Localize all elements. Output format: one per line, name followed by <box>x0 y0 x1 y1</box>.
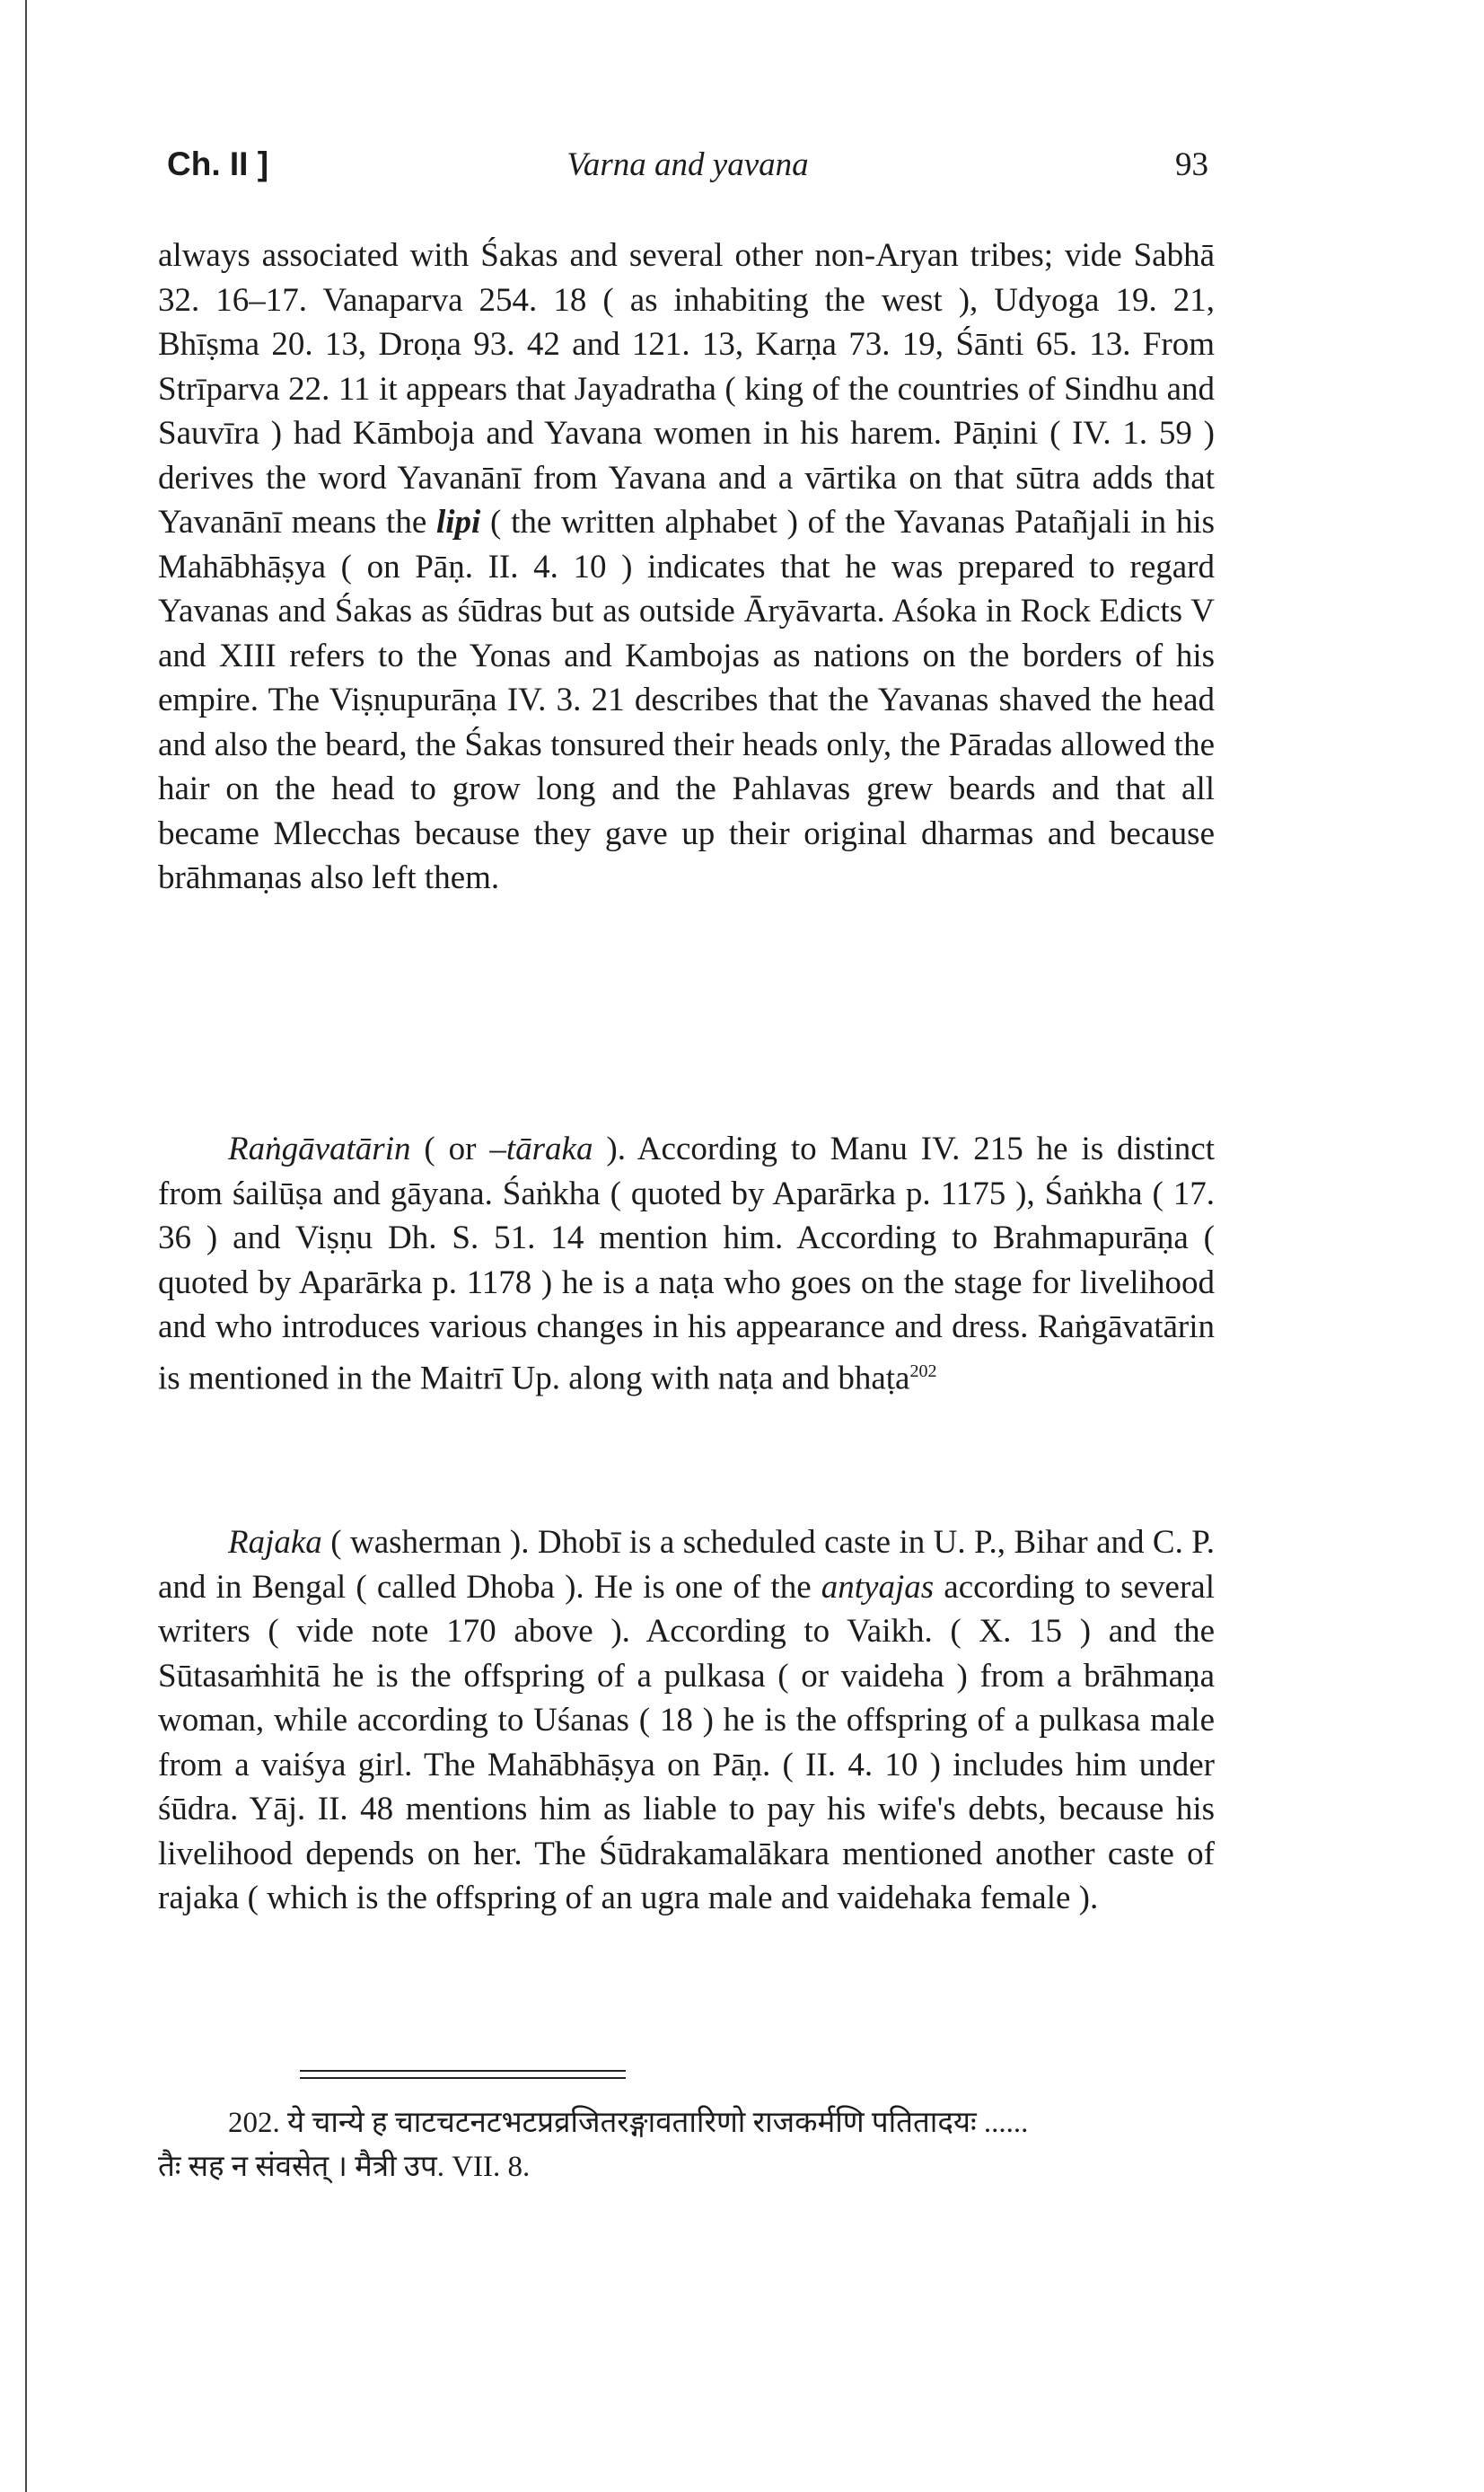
paragraph-text: always associated with Śakas and several other non-Aryan tribes; vide Sabhā 32. 16–17. Vanaparva 254. 18 ( as inhabiting the west ), Udyoga 19. 21, Bhīṣma 20. 13, Droṇa 93. 42 and 121. 13, Karṇa 73. 19, Śānti 65. 13. From Strīparva 22. 11 it appears that Jayadratha ( king of the countries of Sindhu and Sauvīra ) had Kāmboja and Yavana women in his harem. Pāṇini ( IV. 1. 59 ) derives the word Yavanānī from Yavana and a vārtika on that sūtra adds that Yavanānī means the <box>158 237 1215 541</box>
entry-term-variant: –tāraka <box>489 1131 593 1167</box>
footnote-line: 202. ये चान्ये ह चाटचटनटभटप्रव्रजितरङ्गावतारिणो राजकर्मणि पतितादयः ...... <box>228 2107 1029 2139</box>
running-header <box>167 145 1208 199</box>
paragraph-rangavatarin <box>158 1127 1215 1400</box>
emphasis-antyajas: antyajas <box>821 1568 935 1606</box>
paragraph-text: ). According to Manu IV. 215 he is distinct from śailūṣa and gāyana. Śaṅkha ( quoted by Aparārka p. 1175 ), Śaṅkha ( 17. 36 ) and Viṣṇu Dh. S. 51. 14 mention him. According to Brahmapurāṇa ( quoted by Aparārka p. 1178 ) he is a naṭa who goes on the stage for livelihood and who introduces various changes in his appearance and dress. Raṅgāvatārin is mentioned in the Maitrī Up. along with naṭa and bhaṭa <box>158 1131 1215 1396</box>
running-title: Varna and yavana <box>566 146 809 183</box>
emphasis-lipi: lipi <box>435 504 481 541</box>
paragraph-text: ( washerman ). Dhobī is a scheduled caste in U. P., Bihar and C. P. and in Bengal ( called Dhoba ). He is one of the <box>158 1524 1215 1606</box>
page-number: 93 <box>1175 146 1208 183</box>
entry-term: Rajaka <box>228 1524 322 1561</box>
paragraph-text: ( or <box>410 1131 490 1167</box>
paragraph-text: ( the written alphabet ) of the Yavanas Patañjali in his Mahābhāṣya ( on Pāṇ. II. 4. 10 ) indicates that he was prepared to regard Yavanas and Śakas as śūdras but as outside Āryāvarta. Aśoka in Rock Edicts V and XIII refers to the Yonas and Kambojas as nations on the borders of his empire. The Viṣṇupurāṇa IV. 3. 21 describes that the Yavanas shaved the head and also the beard, the Śakas tonsured their heads only, the Pāradas allowed the hair on the head to grow long and the Pahlavas grew beards and that all became Mlecchas because they gave up their original dharmas and because brāhmaṇas also left them. <box>158 504 1215 896</box>
paragraph-text: according to several writers ( vide note 170 above ). According to Vaikh. ( X. 15 ) and the Sūtasaṁhitā he is the offspring of a pulkasa ( or vaideha ) from a brāhmaṇa woman, while according to Uśanas ( 18 ) he is the offspring of a pulkasa male from a vaiśya girl. The Mahābhāṣya on Pāṇ. ( II. 4. 10 ) includes him under śūdra. Yāj. II. 48 mentions him as liable to pay his wife's debts, because his livelihood depends on her. The Śūdrakamalākara mentioned another caste of rajaka ( which is the offspring of an ugra male and vaidehaka female ). <box>158 1568 1215 1916</box>
footnote-202 <box>158 2101 1215 2189</box>
footnote-reference: 202 <box>909 1360 937 1381</box>
left-margin-rule <box>25 0 27 2492</box>
footnote-line: तैः सह न संवसेत् । मैत्री उप. VII. 8. <box>158 2151 531 2183</box>
paragraph-rajaka <box>158 1520 1215 1921</box>
paragraph-yavana-continued <box>158 233 1215 901</box>
footnote-divider <box>300 2070 626 2079</box>
entry-term: Raṅgāvatārin <box>228 1131 411 1167</box>
chapter-label: Ch. II ] <box>167 145 269 182</box>
